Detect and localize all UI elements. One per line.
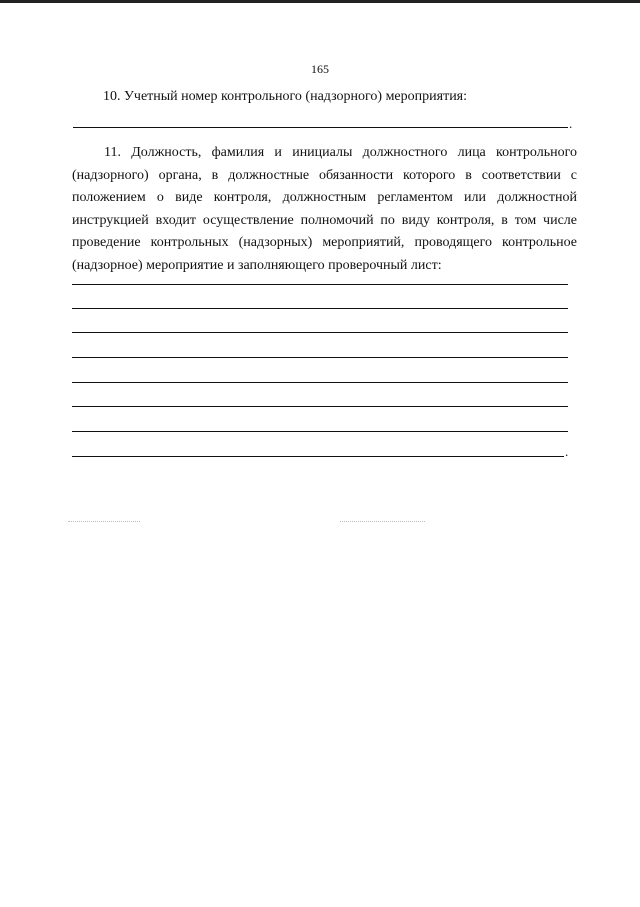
- item-10-end-mark: .: [569, 116, 573, 131]
- scan-artifact-right: [340, 521, 425, 522]
- item-11-answer-line-7: [72, 431, 568, 432]
- item-11-answer-line-6: [72, 406, 568, 407]
- item-11-label: 11. Должность, фамилия и инициалы должностного лица контрольного (надзорного) органа, в должностные обязанности которого в соответствии с положением о виде контроля, должностным регламентом или должностной инструкцией входит осуществление полномочий по виду контроля, в том числе проведение контрольных (надзорных) мероприятий, проводящего контрольное (надзорное) мероприятие и заполняющего проверочный лист:: [72, 145, 577, 273]
- item-11-end-mark: .: [565, 444, 569, 459]
- item-11-answer-line-2: [72, 308, 568, 309]
- page-number: 165: [311, 62, 329, 76]
- item-10-label: 10. Учетный номер контрольного (надзорного) мероприятия:: [103, 89, 468, 104]
- item-11-answer-line-3: [72, 332, 568, 333]
- item-11-answer-line-5: [72, 382, 568, 383]
- item-10-answer-line: [73, 127, 568, 128]
- scan-artifact-left: [68, 521, 140, 522]
- item-11-answer-line-1: [72, 284, 568, 285]
- item-11-answer-line-8: [72, 456, 564, 457]
- scan-top-edge: [0, 0, 640, 3]
- item-11-answer-line-4: [72, 357, 568, 358]
